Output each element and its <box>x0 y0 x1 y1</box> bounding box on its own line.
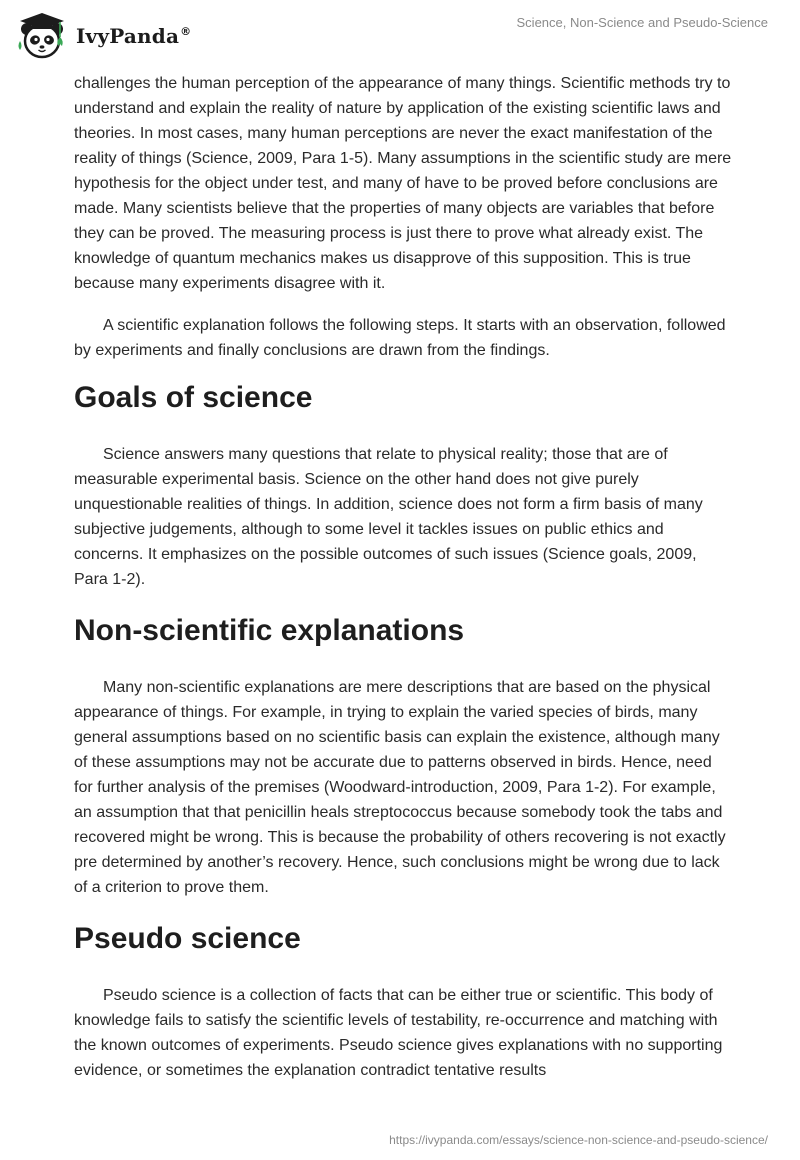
document-title: Science, Non-Science and Pseudo-Science <box>516 15 768 30</box>
heading-pseudo-science: Pseudo science <box>74 922 301 955</box>
heading-goals-of-science: Goals of science <box>74 381 313 414</box>
paragraph-5: Pseudo science is a collection of facts that can be either true or scientific. This body of knowledge fails to satisfy the scientific levels of testability, re-occurrence and matching with the known outcomes of experiments. Pseudo science gives explanations with no supporting evidence, or sometimes the explanation contradict tentative results <box>74 987 723 1079</box>
brand-name: IvyPanda® <box>76 24 192 48</box>
registered-mark: ® <box>180 25 192 38</box>
panda-graduation-cap-icon <box>14 7 72 63</box>
paragraph-2: A scientific explanation follows the following steps. It starts with an observation, followed by experiments and finally conclusions are drawn from the findings. <box>74 317 726 359</box>
paragraph-1: challenges the human perception of the appearance of many things. Scientific methods try to understand and explain the reality of nature by application of the existing scientific laws and theories. In most cases, many human perceptions are never the exact manifestation of the reality of things (Science, 2009, Para 1-5). Many assumptions in the scientific study are mere hypothesis for the object under test, and many of have to be proved before conclusions are made. Many scientists believe that the properties of many objects are variables that before they can be proved. The measuring process is just there to prove what already exist. The knowledge of quantum mechanics makes us disapprove of this supposition. This is true because many experiments disagree with it. <box>74 75 732 292</box>
heading-non-scientific-explanations: Non-scientific explanations <box>74 614 465 647</box>
article-body <box>74 71 734 1083</box>
paragraph-3: Science answers many questions that relate to physical reality; those that are of measurable experimental basis. Science on the other hand does not give purely unquestionable realities of things. In addition, science does not form a firm basis of many subjective judgements, although to some level it tackles issues on public ethics and concerns. It emphasizes on the possible outcomes of such issues (Science goals, 2009, Para 1-2). <box>74 446 703 588</box>
logo[interactable] <box>14 7 191 63</box>
paragraph-4: Many non-scientific explanations are mere descriptions that are based on the physical appearance of things. For example, in trying to explain the varied species of birds, many general assumptions based on no scientific basis can explain the existence, although many of these assumptions may not be accurate due to patterns observed in birds. Hence, need for further analysis of the premises (Woodward-introduction, 2009, Para 1-2). For example, an assumption that that penicillin heals streptococcus because somebody took the tabs and recovered might be wrong. This is because the probability of others recovering is not exactly pre determined by another’s recovery. Hence, such conclusions might be wrong due to lack of a criterion to prove them. <box>74 679 726 896</box>
page-header <box>0 0 800 70</box>
source-url[interactable]: https://ivypanda.com/essays/science-non-science-and-pseudo-science/ <box>389 1133 768 1147</box>
